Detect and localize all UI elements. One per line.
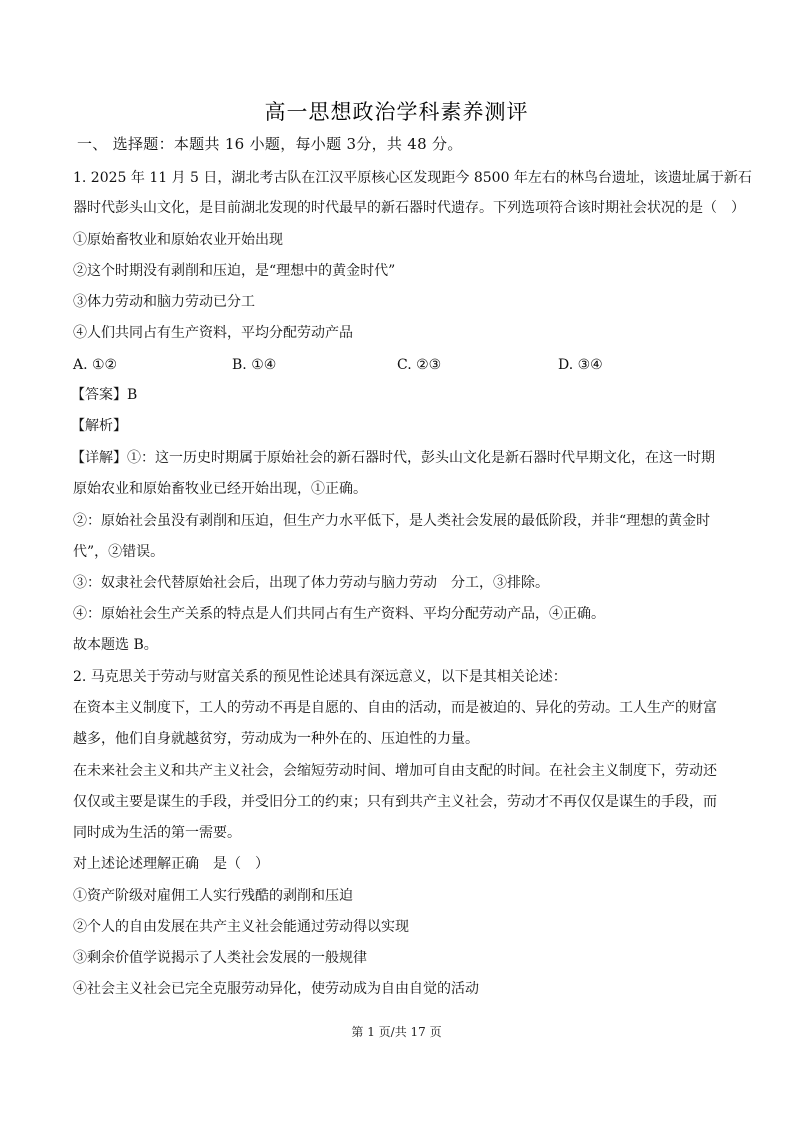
q2-passage-line-4: 仅仅或主要是谋生的手段，并受旧分工的约束；只有到共产主义社会，劳动才不再仅仅是谋生的手段，而 bbox=[73, 794, 717, 810]
q1-answer: 【答案】B bbox=[71, 387, 138, 403]
q1-option-c: C. ②③ bbox=[397, 357, 442, 373]
q1-detail-line-5: ③：奴隶社会代替原始社会后，出现了体力劳动与脑力劳动 分工，③排除。 bbox=[73, 575, 549, 591]
q2-passage-line-3: 在未来社会主义和共产主义社会，会缩短劳动时间、增加可自由支配的时间。在社会主义制度下，劳动还 bbox=[73, 763, 717, 779]
q2-question: 对上述论述理解正确 是（ ） bbox=[73, 856, 269, 872]
page-title: 高一思想政治学科素养测评 bbox=[264, 100, 529, 124]
q1-detail-line-4: 代”，②错误。 bbox=[73, 544, 165, 560]
q2-stem: 2. 马克思关于劳动与财富关系的预见性论述具有深远意义，以下是其相关论述： bbox=[73, 669, 567, 685]
q1-item-3: ③体力劳动和脑力劳动已分工 bbox=[73, 294, 255, 310]
q2-item-3: ③剩余价值学说揭示了人类社会发展的一般规律 bbox=[73, 950, 367, 966]
q1-item-4: ④人们共同占有生产资料，平均分配劳动产品 bbox=[73, 325, 353, 341]
q2-passage-line-1: 在资本主义制度下，工人的劳动不再是自愿的、自由的活动，而是被迫的、异化的劳动。工人生产的财富 bbox=[73, 700, 717, 716]
page-footer: 第 1 页/共 17 页 bbox=[351, 1025, 442, 1039]
section-heading: 一、 选择题：本题共 16 小题，每小题 3分，共 48 分。 bbox=[77, 135, 463, 153]
q1-detail-line-2: 原始农业和原始畜牧业已经开始出现，①正确。 bbox=[73, 481, 367, 497]
q1-detail-line-3: ②：原始社会虽没有剥削和压迫，但生产力水平低下，是人类社会发展的最低阶段，并非“理想的黄金时 bbox=[73, 513, 711, 529]
q1-analysis-label: 【解析】 bbox=[71, 418, 127, 434]
q1-item-2: ②这个时期没有剥削和压迫，是“理想中的黄金时代” bbox=[73, 263, 396, 279]
q1-detail-line-7: 故本题选 B。 bbox=[73, 637, 158, 653]
q2-item-1: ①资产阶级对雇佣工人实行残酷的剥削和压迫 bbox=[73, 888, 353, 904]
q1-option-b: B. ①④ bbox=[232, 357, 277, 373]
q2-passage-line-5: 同时成为生活的第一需要。 bbox=[73, 825, 241, 841]
q2-item-4: ④社会主义社会已完全克服劳动异化，使劳动成为自由自觉的活动 bbox=[73, 981, 479, 997]
q1-stem-line-1: 1. 2025 年 11 月 5 日，湖北考古队在江汉平原核心区发现距今 8500 年左右的林鸟台遗址，该遗址属于新石 bbox=[73, 170, 752, 186]
q2-passage-line-2: 越多，他们自身就越贫穷，劳动成为一种外在的、压迫性的力量。 bbox=[73, 731, 479, 747]
q1-detail-line-1: 【详解】①：这一历史时期属于原始社会的新石器时代，彭头山文化是新石器时代早期文化，在这一时期 bbox=[71, 450, 715, 466]
q1-item-1: ①原始畜牧业和原始农业开始出现 bbox=[73, 232, 283, 248]
q2-item-2: ②个人的自由发展在共产主义社会能通过劳动得以实现 bbox=[73, 919, 409, 935]
q1-detail-line-6: ④：原始社会生产关系的特点是人们共同占有生产资料、平均分配劳动产品，④正确。 bbox=[73, 606, 605, 622]
q1-option-d: D. ③④ bbox=[558, 357, 603, 373]
q1-stem-line-2: 器时代彭头山文化，是目前湖北发现的时代最早的新石器时代遗存。下列选项符合该时期社会状况的是（ ） bbox=[73, 200, 745, 216]
q1-option-a: A. ①② bbox=[73, 357, 118, 373]
